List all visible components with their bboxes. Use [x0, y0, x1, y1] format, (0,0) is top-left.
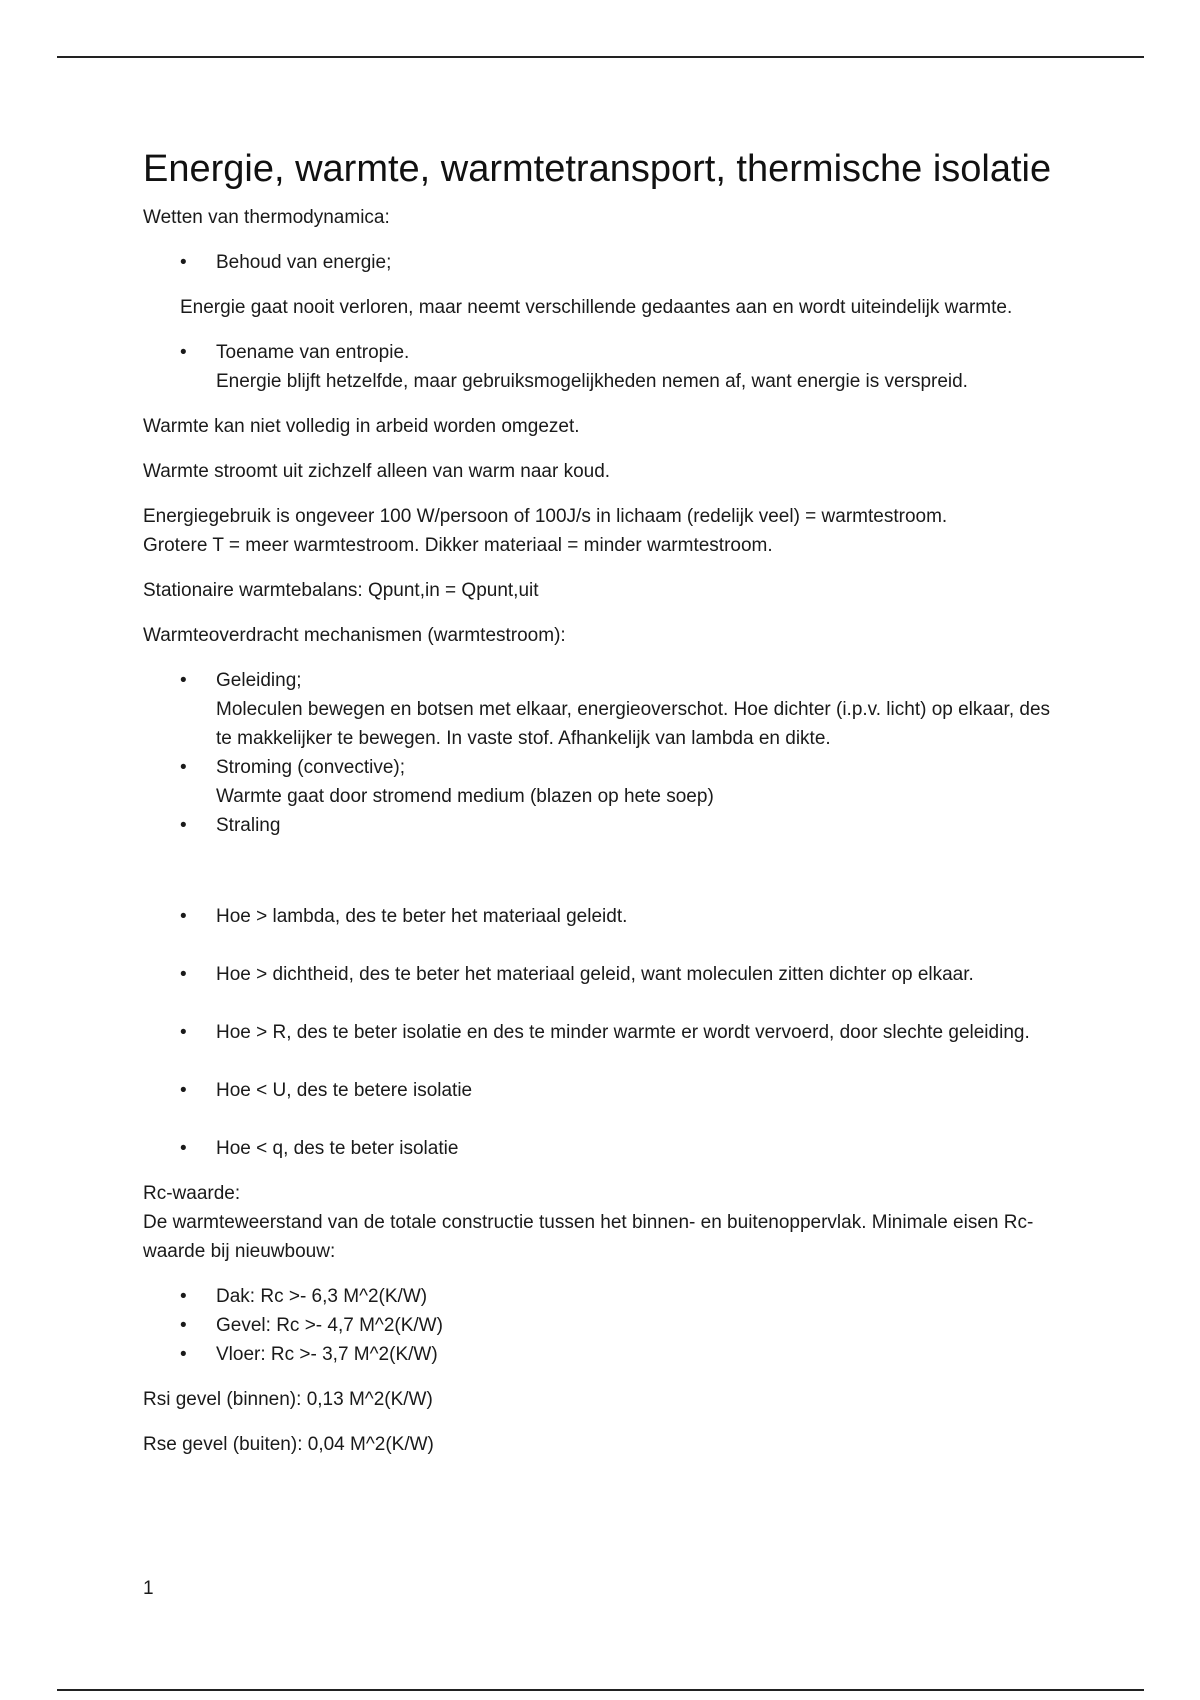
- second-law-explanation: Energie blijft hetzelfde, maar gebruiksmogelijkheden nemen af, want energie is verspreid.: [216, 371, 968, 392]
- mechanism-detail: Moleculen bewegen en botsen met elkaar, energieoverschot. Hoe dichter (i.p.v. licht) op elkaar, des te makkelijker te bewegen. In vaste stof. Afhankelijk van lambda en dikte.: [216, 699, 1051, 749]
- page-title: Energie, warmte, warmtetransport, thermische isolatie: [143, 148, 1052, 190]
- rc-paragraph: [143, 1179, 1063, 1266]
- rc-requirements-list: [143, 1282, 1063, 1369]
- mechanism-label: • Geleiding;: [216, 670, 302, 691]
- energy-use-paragraph: [143, 502, 1063, 560]
- rules-list: [143, 902, 1063, 1163]
- list-item: • Hoe > dichtheid, des te beter het materiaal geleid, want moleculen zitten dichter op elkaar.: [143, 960, 1063, 989]
- document-body: [143, 145, 1063, 1475]
- header-rule: [57, 56, 1144, 58]
- list-item: [143, 753, 1063, 811]
- energy-use-line: Grotere T = meer warmtestroom. Dikker materiaal = minder warmtestroom.: [143, 535, 773, 556]
- mechanisms-list: [143, 666, 1063, 840]
- list-item: [143, 811, 1063, 840]
- list-item: [143, 338, 1063, 396]
- list-item: • Hoe > lambda, des te beter het materiaal geleidt.: [143, 902, 1063, 931]
- intro-text: Wetten van thermodynamica:: [143, 207, 390, 228]
- list-item: • Gevel: Rc >- 4,7 M^2(K/W): [143, 1311, 1063, 1340]
- rse-paragraph: Rse gevel (buiten): 0,04 M^2(K/W): [143, 1434, 434, 1455]
- mechanism-label: • Straling: [216, 815, 281, 836]
- list-item: • Hoe < q, des te beter isolatie: [143, 1134, 1063, 1163]
- energy-use-line: Energiegebruik is ongeveer 100 W/persoon of 100J/s in lichaam (redelijk veel) = warmtestroom.: [143, 506, 948, 527]
- list-item: • Hoe < U, des te betere isolatie: [143, 1076, 1063, 1105]
- mechanism-label: • Stroming (convective);: [216, 757, 406, 778]
- list-item: • Dak: Rc >- 6,3 M^2(K/W): [143, 1282, 1063, 1311]
- page-number: 1: [143, 1578, 154, 1599]
- first-law-explanation: Energie gaat nooit verloren, maar neemt verschillende gedaantes aan en wordt uiteindelijk warmte.: [180, 297, 1013, 318]
- list-item: [143, 666, 1063, 753]
- rc-heading: Rc-waarde:: [143, 1183, 241, 1204]
- mechanism-detail: Warmte gaat door stromend medium (blazen op hete soep): [216, 786, 714, 807]
- list-item: • Behoud van energie;: [143, 248, 1063, 277]
- mechanisms-heading: Warmteoverdracht mechanismen (warmtestroom):: [143, 625, 566, 646]
- second-law-label: • Toename van entropie.: [216, 342, 410, 363]
- rc-description: De warmteweerstand van de totale constructie tussen het binnen- en buitenoppervlak. Minimale eisen Rc-waarde bij nieuwbouw:: [143, 1212, 1034, 1262]
- list-item: • Hoe > R, des te beter isolatie en des te minder warmte er wordt vervoerd, door slechte geleiding.: [143, 1018, 1063, 1047]
- laws-list-first: [143, 248, 1063, 277]
- balance-paragraph: Stationaire warmtebalans: Qpunt,in = Qpunt,uit: [143, 580, 539, 601]
- statement-paragraph: Warmte stroomt uit zichzelf alleen van warm naar koud.: [143, 461, 611, 482]
- blank-space: [143, 856, 1063, 902]
- statement-paragraph: Warmte kan niet volledig in arbeid worden omgezet.: [143, 416, 580, 437]
- list-item: • Vloer: Rc >- 3,7 M^2(K/W): [143, 1340, 1063, 1369]
- footer-rule: [57, 1689, 1144, 1691]
- laws-list-second: [143, 338, 1063, 396]
- rsi-paragraph: Rsi gevel (binnen): 0,13 M^2(K/W): [143, 1389, 433, 1410]
